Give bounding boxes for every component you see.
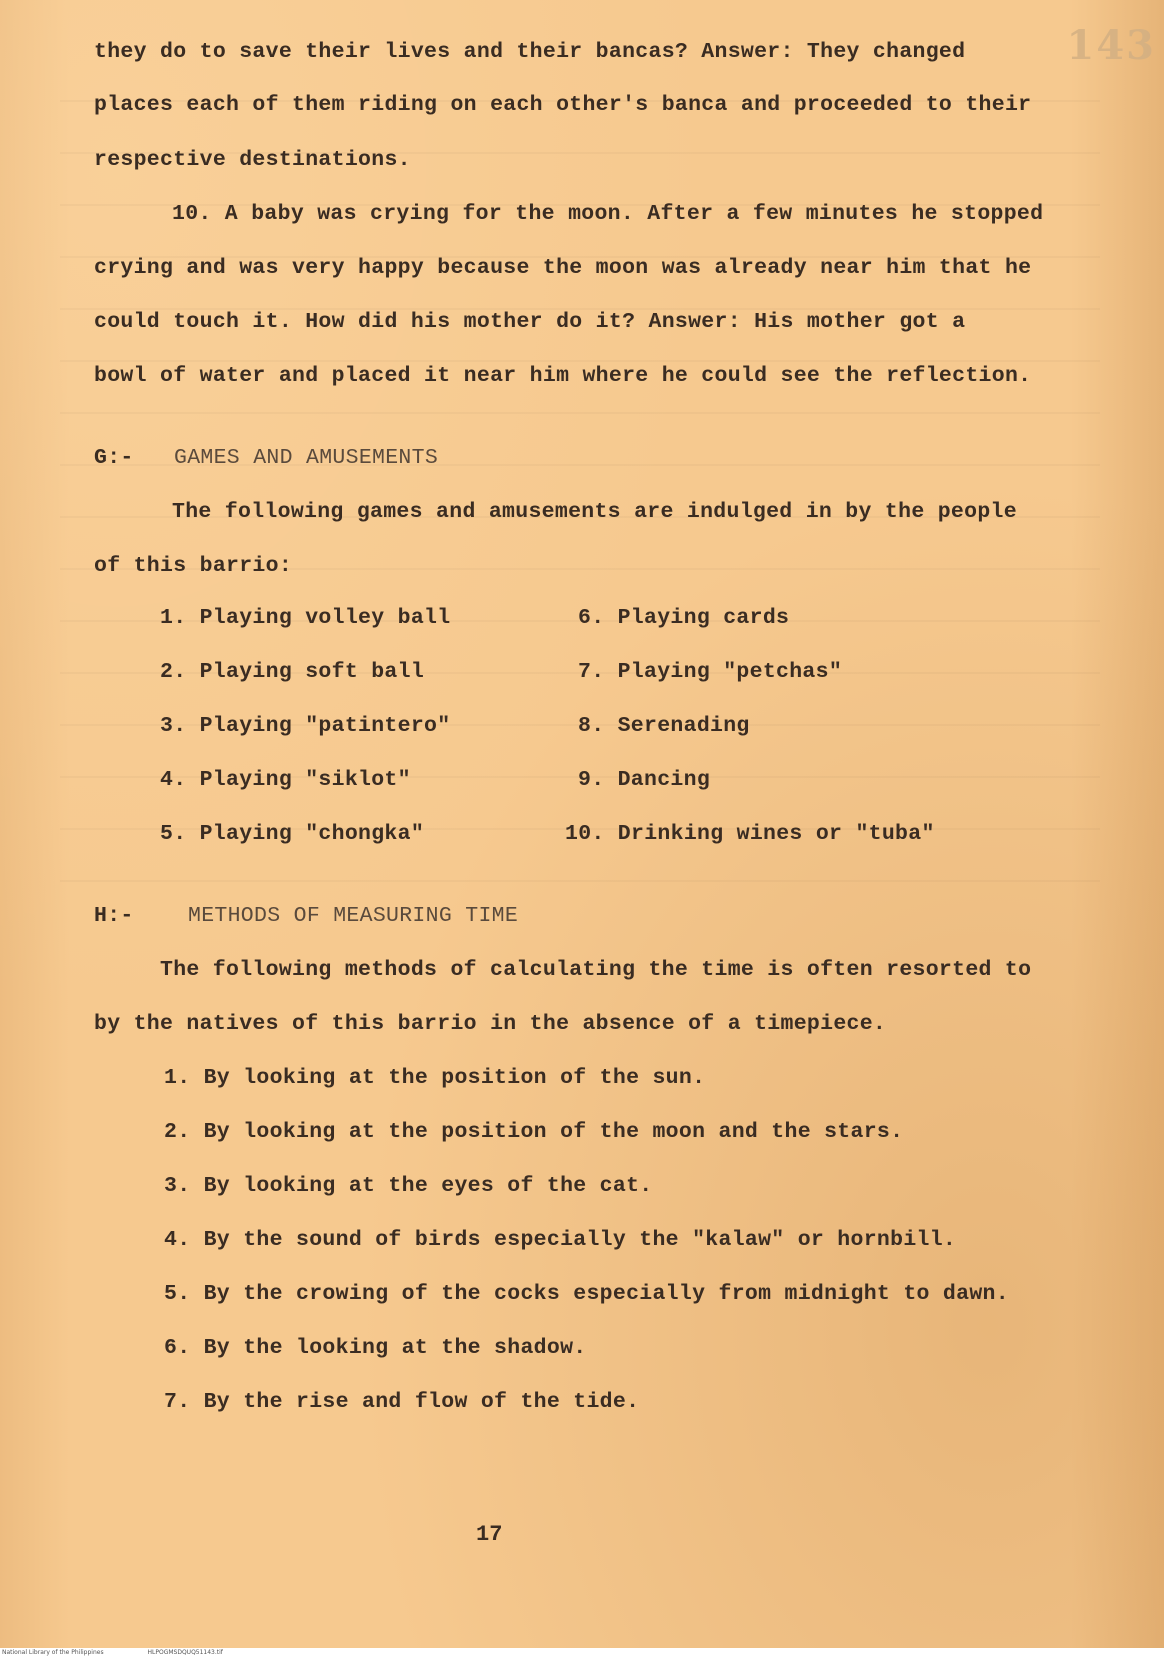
riddle-line-4: bowl of water and placed it near him where he could see the reflection.: [94, 364, 1032, 388]
intro-line-1: they do to save their lives and their bancas? Answer: They changed: [94, 40, 966, 64]
games-list-item: 2. Playing soft ball: [160, 660, 425, 684]
games-list-item: 8. Serenading: [578, 714, 750, 738]
games-list-item: 9. Dancing: [578, 768, 711, 792]
time-method-item: 1. By looking at the position of the sun.: [164, 1066, 706, 1090]
section-h-title: METHODS OF MEASURING TIME: [188, 904, 519, 928]
riddle-line-3: could touch it. How did his mother do it? Answer: His mother got a: [94, 310, 966, 334]
footer-library: National Library of the Philippines: [2, 1649, 104, 1656]
page-number: 17: [476, 1522, 503, 1547]
intro-line-2: places each of them riding on each other's banca and proceeded to their: [94, 93, 1032, 117]
section-g-label: G:-: [94, 446, 134, 470]
scan-footer: [0, 1648, 1164, 1658]
time-method-item: 2. By looking at the position of the moon and the stars.: [164, 1120, 904, 1144]
time-method-item: 7. By the rise and flow of the tide.: [164, 1390, 640, 1414]
time-method-item: 4. By the sound of birds especially the "kalaw" or hornbill.: [164, 1228, 957, 1252]
section-h-intro-1: The following methods of calculating the time is often resorted to: [160, 958, 1032, 982]
section-h-label: H:-: [94, 904, 134, 928]
games-list-item: 4. Playing "siklot": [160, 768, 411, 792]
riddle-line-1: 10. A baby was crying for the moon. After a few minutes he stopped: [172, 202, 1044, 226]
time-method-item: 3. By looking at the eyes of the cat.: [164, 1174, 653, 1198]
intro-line-3: respective destinations.: [94, 148, 411, 172]
section-g-title: GAMES AND AMUSEMENTS: [174, 446, 439, 470]
games-list-item: 5. Playing "chongka": [160, 822, 425, 846]
time-method-item: 5. By the crowing of the cocks especially from midnight to dawn.: [164, 1282, 1009, 1306]
games-list-item: 10. Drinking wines or "tuba": [565, 822, 935, 846]
games-list-item: 7. Playing "petchas": [578, 660, 843, 684]
footer-file-id: HLPOGMSDQUQ51143.tif: [147, 1649, 223, 1656]
games-list-item: 6. Playing cards: [578, 606, 790, 630]
section-g-intro-2: of this barrio:: [94, 554, 293, 578]
section-g-intro-1: The following games and amusements are indulged in by the people: [172, 500, 1017, 524]
games-list-item: 3. Playing "patintero": [160, 714, 451, 738]
section-h-intro-2: by the natives of this barrio in the absence of a timepiece.: [94, 1012, 887, 1036]
riddle-line-2: crying and was very happy because the moon was already near him that he: [94, 256, 1032, 280]
games-list-item: 1. Playing volley ball: [160, 606, 451, 630]
page-stamp: 143: [1066, 22, 1156, 69]
time-method-item: 6. By the looking at the shadow.: [164, 1336, 587, 1360]
